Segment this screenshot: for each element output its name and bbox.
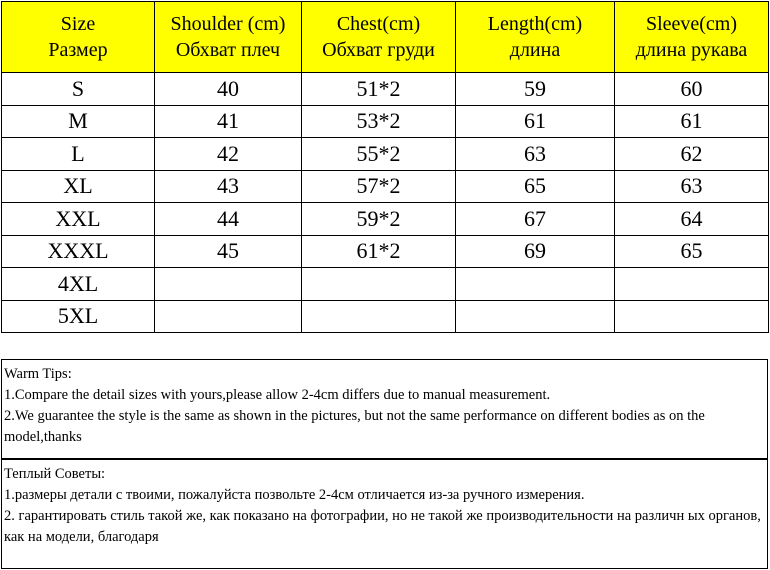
size-cell: M — [2, 105, 155, 138]
header-chest-ru: Обхват груди — [322, 39, 435, 61]
warm-tips-line-2: 2.We guarantee the style is the same as shown in the pictures, but not the same performance on different bodies as on the model,thanks — [4, 408, 705, 445]
size-cell: XL — [2, 170, 155, 203]
header-sleeve-ru: длина рукава — [635, 39, 748, 61]
warm-tips-line-1-ru: 1.размеры детали с твоими, пожалуйста позвольте 2-4см отличается из-за ручного измерения. — [4, 487, 585, 503]
warm-tips-line-2-ru: 2. гарантировать стиль такой же, как показано на фотографии, но не такой же производительности на различн ых органов, как на модели, благодаря — [4, 508, 761, 545]
header-sleeve-en: Sleeve(cm) — [645, 13, 738, 35]
sleeve-cell: 62 — [615, 138, 769, 171]
sleeve-cell: 60 — [615, 73, 769, 106]
header-chest — [302, 2, 456, 73]
chest-cell: 55*2 — [302, 138, 456, 171]
chest-cell: 61*2 — [302, 235, 456, 268]
length-cell — [456, 300, 615, 333]
shoulder-cell — [155, 300, 302, 333]
size-cell: XXL — [2, 203, 155, 236]
sleeve-cell: 65 — [615, 235, 769, 268]
length-cell: 67 — [456, 203, 615, 236]
table-row — [2, 105, 769, 138]
shoulder-cell: 41 — [155, 105, 302, 138]
shoulder-cell: 42 — [155, 138, 302, 171]
header-size-en: Size — [60, 13, 96, 35]
shoulder-cell: 45 — [155, 235, 302, 268]
warm-tips-english — [1, 359, 768, 459]
warm-tips-line-1: 1.Compare the detail sizes with yours,please allow 2-4cm differs due to manual measurement. — [4, 387, 551, 403]
sleeve-cell: 61 — [615, 105, 769, 138]
chest-cell — [302, 300, 456, 333]
warm-tips-russian — [1, 459, 768, 569]
chest-cell: 51*2 — [302, 73, 456, 106]
sleeve-cell — [615, 300, 769, 333]
size-table — [1, 1, 769, 333]
chest-cell: 59*2 — [302, 203, 456, 236]
chest-cell — [302, 268, 456, 301]
sleeve-cell: 64 — [615, 203, 769, 236]
length-cell: 69 — [456, 235, 615, 268]
sleeve-cell: 63 — [615, 170, 769, 203]
size-cell: XXXL — [2, 235, 155, 268]
header-size-ru: Размер — [48, 39, 108, 61]
header-shoulder — [155, 2, 302, 73]
shoulder-cell: 40 — [155, 73, 302, 106]
header-length-ru: длина — [509, 39, 561, 61]
table-row — [2, 203, 769, 236]
table-row — [2, 235, 769, 268]
table-row — [2, 268, 769, 301]
header-chest-en: Chest(cm) — [336, 13, 421, 35]
table-row — [2, 170, 769, 203]
shoulder-cell — [155, 268, 302, 301]
length-cell — [456, 268, 615, 301]
header-sleeve — [615, 2, 769, 73]
sleeve-cell — [615, 268, 769, 301]
chest-cell: 57*2 — [302, 170, 456, 203]
warm-tips-title: Warm Tips: — [4, 366, 72, 382]
length-cell: 59 — [456, 73, 615, 106]
table-row — [2, 73, 769, 106]
chest-cell: 53*2 — [302, 105, 456, 138]
warm-tips-title-ru: Теплый Советы: — [4, 466, 106, 482]
length-cell: 65 — [456, 170, 615, 203]
header-shoulder-ru: Обхват плеч — [175, 39, 281, 61]
header-length — [456, 2, 615, 73]
length-cell: 61 — [456, 105, 615, 138]
table-header-row — [2, 2, 769, 73]
size-cell: 5XL — [2, 300, 155, 333]
size-cell: S — [2, 73, 155, 106]
table-row — [2, 300, 769, 333]
shoulder-cell: 44 — [155, 203, 302, 236]
size-cell: L — [2, 138, 155, 171]
table-row — [2, 138, 769, 171]
size-chart — [1, 1, 768, 569]
header-length-en: Length(cm) — [487, 13, 583, 35]
length-cell: 63 — [456, 138, 615, 171]
size-cell: 4XL — [2, 268, 155, 301]
header-size — [2, 2, 155, 73]
header-shoulder-en: Shoulder (cm) — [170, 13, 286, 35]
shoulder-cell: 43 — [155, 170, 302, 203]
